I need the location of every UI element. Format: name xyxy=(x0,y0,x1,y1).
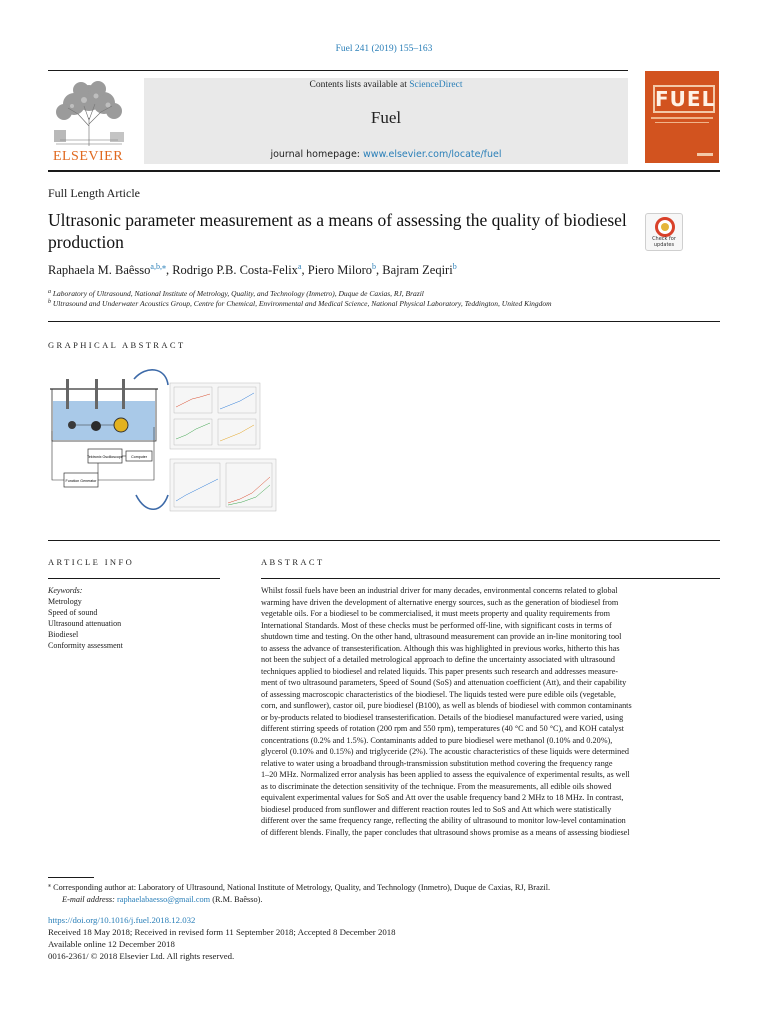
results-panel-top xyxy=(170,383,260,449)
abstract-line: ment of two ultrasound parameters, Speed of Sound (SoS) and attenuation coefficient (Att), and their capability xyxy=(261,678,627,687)
email-label: E-mail address: xyxy=(62,895,115,904)
flow-arrow xyxy=(136,495,168,509)
abstract-line: International Standards. Most of these checks must be performed off-line, with significant costs in terms of xyxy=(261,620,612,630)
computer-label: Computer xyxy=(131,455,147,459)
abstract-line: concentrations (0.2% and 1.5%). Contaminants added to pure biodiesel were methanol (0.10% and 0.20%), xyxy=(261,735,613,745)
email-suffix: (R.M. Baêsso). xyxy=(210,895,263,904)
abstract-rule xyxy=(261,578,720,579)
keyword: Speed of sound xyxy=(48,608,98,617)
abstract-line: glycerol (0.10% and 0.15%) and triglyceride (2%). The acoustic characteristics of these liquids were determined xyxy=(261,747,629,756)
affiliation-b xyxy=(48,299,552,308)
abstract-line: corn, and sunflower), castor oil, pure biodiesel (B100), as well as blends of biodiesel with common contaminants xyxy=(261,701,632,710)
affiliation-rule xyxy=(48,321,720,322)
abstract-line: different over the same frequency range, reflecting the ability of ultrasound to monitor low-level contamination xyxy=(261,816,626,825)
doi-link[interactable]: https://doi.org/10.1016/j.fuel.2018.12.032 xyxy=(48,915,196,925)
cover-footer-mark xyxy=(697,153,713,156)
keyword: Ultrasound attenuation xyxy=(48,619,122,628)
graphical-abstract-rule xyxy=(48,540,720,541)
abstract-line: warming have driven the development of alternative energy sources, such as the generation of biodiesel from xyxy=(261,597,619,607)
keyword: Conformity assessment xyxy=(48,641,123,650)
transducer-icon xyxy=(68,421,76,429)
author-affiliation-mark[interactable]: b xyxy=(371,262,376,271)
author-affiliation-mark[interactable]: b xyxy=(452,262,457,271)
graphical-abstract-heading: GRAPHICAL ABSTRACT xyxy=(48,340,186,350)
oscilloscope-label: Tektronix Oscilloscope xyxy=(87,455,123,459)
author-affiliation-mark[interactable]: a xyxy=(297,262,302,271)
contents-prefix: Contents lists available at xyxy=(309,80,410,90)
transducer-holder xyxy=(66,379,69,409)
author-separator: , xyxy=(165,263,173,277)
transducer-holder xyxy=(122,379,125,409)
author-affiliation-mark[interactable]: a,b,⁎ xyxy=(150,262,166,271)
abstract-line: different stirring speeds of rotation (200 rpm and 550 rpm), temperatures (40 °C and 50 °C), and KOH catalyst xyxy=(261,724,624,733)
elsevier-wordmark: ELSEVIER xyxy=(52,149,124,164)
abstract-line: biodiesel produced from sunflower and different reaction routes led to SoS and Att which were statistically xyxy=(261,804,612,814)
abstract-line: to assess the advance of transesterification. Although this was highlighted in previous works, hitherto this has xyxy=(261,643,620,653)
author-separator: , xyxy=(375,263,383,277)
sciencedirect-link[interactable]: ScienceDirect xyxy=(409,80,463,90)
abstract-line: not been the subject of a detailed metrological approach to define the uncertainty associated with ultrasound xyxy=(261,655,615,664)
affiliation-text: Ultrasound and Underwater Acoustics Group, Centre for Chemical, Environmental and Medical Science, National Physical Laboratory, Teddington, United Kingdom xyxy=(52,299,552,308)
receiver-icon xyxy=(114,418,128,432)
abstract-line: equivalent experimental values for SoS and Att over the usable frequency band 2 MHz to 18 MHz. In contrast, xyxy=(261,793,624,802)
author-name[interactable]: Bajram Zeqiri xyxy=(382,263,453,277)
article-info-rule xyxy=(48,578,220,579)
abstract-line: vegetable oils. For a biodiesel to be commercialised, it must meets property and quality requirements from xyxy=(261,609,611,618)
flow-arrow xyxy=(134,370,168,385)
sample-holder-icon xyxy=(91,421,101,431)
available-online: Available online 12 December 2018 xyxy=(48,939,175,949)
copyright: 0016-2361/ © 2018 Elsevier Ltd. All rights reserved. xyxy=(48,951,235,961)
abstract-line: shutdown time and testing. On the other hand, ultrasound measurement can provide an in-line monitoring tool xyxy=(261,632,622,641)
abstract-line: techniques applied to biodiesel and related liquids. This paper presents such research and addresses measure- xyxy=(261,666,619,676)
header-bottom-rule xyxy=(48,170,720,172)
author-name[interactable]: Raphaela M. Baêsso xyxy=(48,263,151,277)
received-dates: Received 18 May 2018; Received in revised form 11 September 2018; Accepted 8 December 2018 xyxy=(48,927,396,937)
article-info-heading: ARTICLE INFO xyxy=(48,557,135,567)
abstract-line: Whilst fossil fuels have been an industrial driver for many decades, environmental concerns related to global xyxy=(261,586,618,595)
author-name[interactable]: Rodrigo P.B. Costa-Felix xyxy=(172,263,298,277)
affiliation-a xyxy=(48,289,424,298)
homepage-prefix: journal homepage: xyxy=(270,149,364,160)
keywords-block xyxy=(48,585,123,651)
cover-rule xyxy=(655,122,709,123)
journal-cover xyxy=(645,71,719,163)
crossmark-icon xyxy=(655,217,675,237)
keywords-label: Keywords: xyxy=(48,586,83,595)
keyword: Metrology xyxy=(48,597,82,606)
header-top-rule xyxy=(48,70,628,71)
results-panel-bottom xyxy=(170,459,276,511)
cover-rule xyxy=(651,117,713,119)
abstract-line: of different blends. Finally, the paper concludes that ultrasound shows promise as a means of assessing biodiesel xyxy=(261,827,630,837)
elsevier-tree-logo xyxy=(48,78,130,148)
abstract-line: of assessing macroscopic characteristics of the biodiesel. The liquids tested were pure edible oils (vegetable, xyxy=(261,689,616,699)
abstract-line: 1–20 MHz. Normalized error analysis has been applied to assess the equivalence of experimental results, as well xyxy=(261,770,630,779)
footnote-mark: ⁎ xyxy=(48,883,51,889)
abstract-line: relative to water using a broadband through-transmission substitution method covering the frequency range xyxy=(261,758,613,768)
transducer-holder xyxy=(95,379,98,409)
abstract-line: as to discriminate the detection sensitivity of the technique. From the measurements, all edible oils showed xyxy=(261,781,612,791)
affiliation-text: Laboratory of Ultrasound, National Institute of Metrology, Quality, and Technology (Inmetro), Duque de Caxias, RJ, Brazil xyxy=(52,289,424,298)
cover-title: FUEL xyxy=(655,87,716,111)
journal-name: Fuel xyxy=(370,108,402,127)
footnote-rule xyxy=(48,877,94,878)
author-list xyxy=(48,263,457,278)
contents-line xyxy=(144,80,628,90)
check-for-updates-badge[interactable] xyxy=(645,213,683,251)
generator-label: Function Generator xyxy=(65,479,97,483)
homepage-link[interactable]: www.elsevier.com/locate/fuel xyxy=(363,149,502,160)
abstract-body xyxy=(261,585,720,838)
author-separator: , xyxy=(301,263,308,277)
journal-citation[interactable]: Fuel 241 (2019) 155–163 xyxy=(335,44,433,54)
corresponding-text: Corresponding author at: Laboratory of Ultrasound, National Institute of Metrology, Quality, and Technology (Inmetro), Duque de Caxias, RJ, Brazil. xyxy=(53,883,551,892)
email-link[interactable]: raphaelabaesso@gmail.com xyxy=(117,895,211,904)
keyword: Biodiesel xyxy=(48,630,79,639)
abstract-line: or by-products related to biodiesel transesterification. Details of the biodiesel manufactured were varied, using xyxy=(261,712,624,722)
affiliation-mark: b xyxy=(48,299,51,305)
author-name[interactable]: Piero Miloro xyxy=(307,263,372,277)
article-type: Full Length Article xyxy=(48,186,140,200)
article-title: Ultrasonic parameter measurement as a means of assessing the quality of biodiesel production xyxy=(48,210,627,252)
email-note xyxy=(62,894,262,905)
journal-header-band xyxy=(144,78,628,164)
graphical-abstract-figure[interactable] xyxy=(50,367,280,517)
journal-homepage xyxy=(144,149,628,160)
check-updates-label: Check for updates xyxy=(652,236,676,248)
corresponding-author-note xyxy=(48,882,550,893)
abstract-heading: ABSTRACT xyxy=(261,557,325,567)
affiliation-mark: a xyxy=(48,289,51,295)
